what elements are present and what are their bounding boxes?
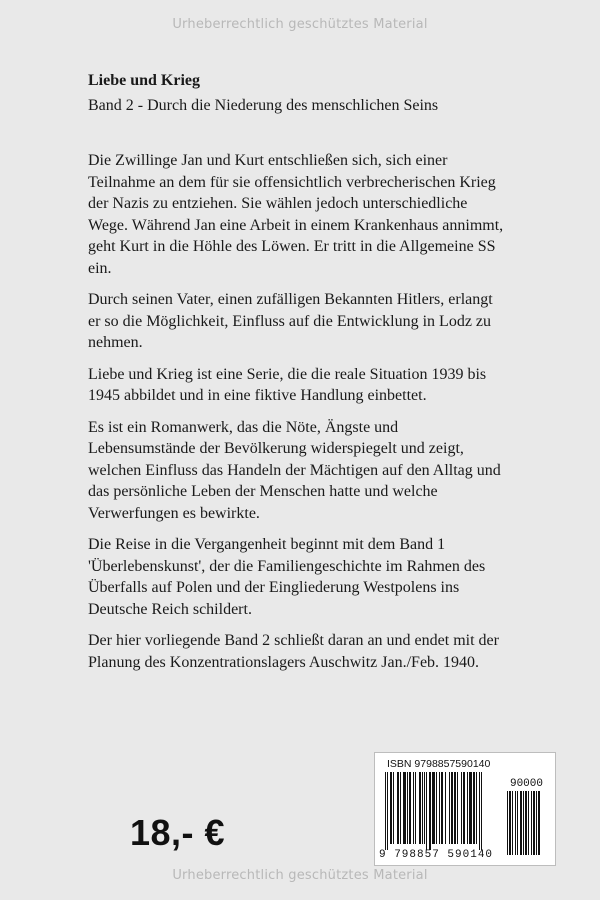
isbn-label: ISBN 9798857590140 (387, 758, 491, 770)
series-title: Liebe und Krieg (88, 72, 201, 89)
blurb-paragraph: Liebe und Krieg ist eine Serie, die die reale Situation 1939 bis 1945 abbildet und in eine fiktive Handlung einbettet. (88, 365, 487, 404)
price-code: 90000 (509, 778, 543, 790)
barcode-addon-icon (507, 791, 545, 861)
blurb-paragraph: Die Reise in die Vergangenheit beginnt mit dem Band 1 'Überlebenskunst', der die Familiengeschichte im Rahmen des Überfalls auf Polen und der Eingliederung Westpolens ins Deutsche Reich schildert. (88, 536, 486, 618)
blurb-paragraph: Es ist ein Romanwerk, das die Nöte, Ängste und Lebensumstände der Bevölkerung widerspiegelt und zeigt, welchen Einfluss das Handeln der Mächtigen auf den Alltag und das persönliche Leben der Menschen hatte und welche Verwerfungen es bewirkte. (88, 418, 501, 522)
barcode-box (374, 752, 556, 866)
barcode-icon (385, 772, 491, 850)
price-label: 18,- € (130, 812, 226, 853)
watermark-top: Urheberrechtlich geschütztes Material (172, 17, 428, 32)
blurb-paragraph: Der hier vorliegende Band 2 schließt daran an und endet mit der Planung des Konzentrationslagers Auschwitz Jan./Feb. 1940. (88, 632, 499, 671)
blurb-paragraph: Die Zwillinge Jan und Kurt entschließen sich, sich einer Teilnahme an dem für sie offensichtlich verbrecherischen Krieg der Nazis zu entziehen. Sie wählen jedoch unterschiedliche Wege. Während Jan eine Arbeit in einem Krankenhaus annimmt, geht Kurt in die Höhle des Löwen. Er tritt in die Allgemeine SS ein. (88, 152, 504, 277)
blurb-text (88, 150, 508, 683)
band-subtitle: Band 2 - Durch die Niederung des menschlichen Seins (88, 97, 439, 114)
barcode-digits: 9 798857 590140 (379, 849, 494, 861)
blurb-paragraph: Durch seinen Vater, einen zufälligen Bekannten Hitlers, erlangt er so die Möglichkeit, Einfluss auf die Entwicklung in Lodz zu nehmen. (88, 291, 493, 351)
watermark-bottom: Urheberrechtlich geschütztes Material (172, 868, 428, 883)
